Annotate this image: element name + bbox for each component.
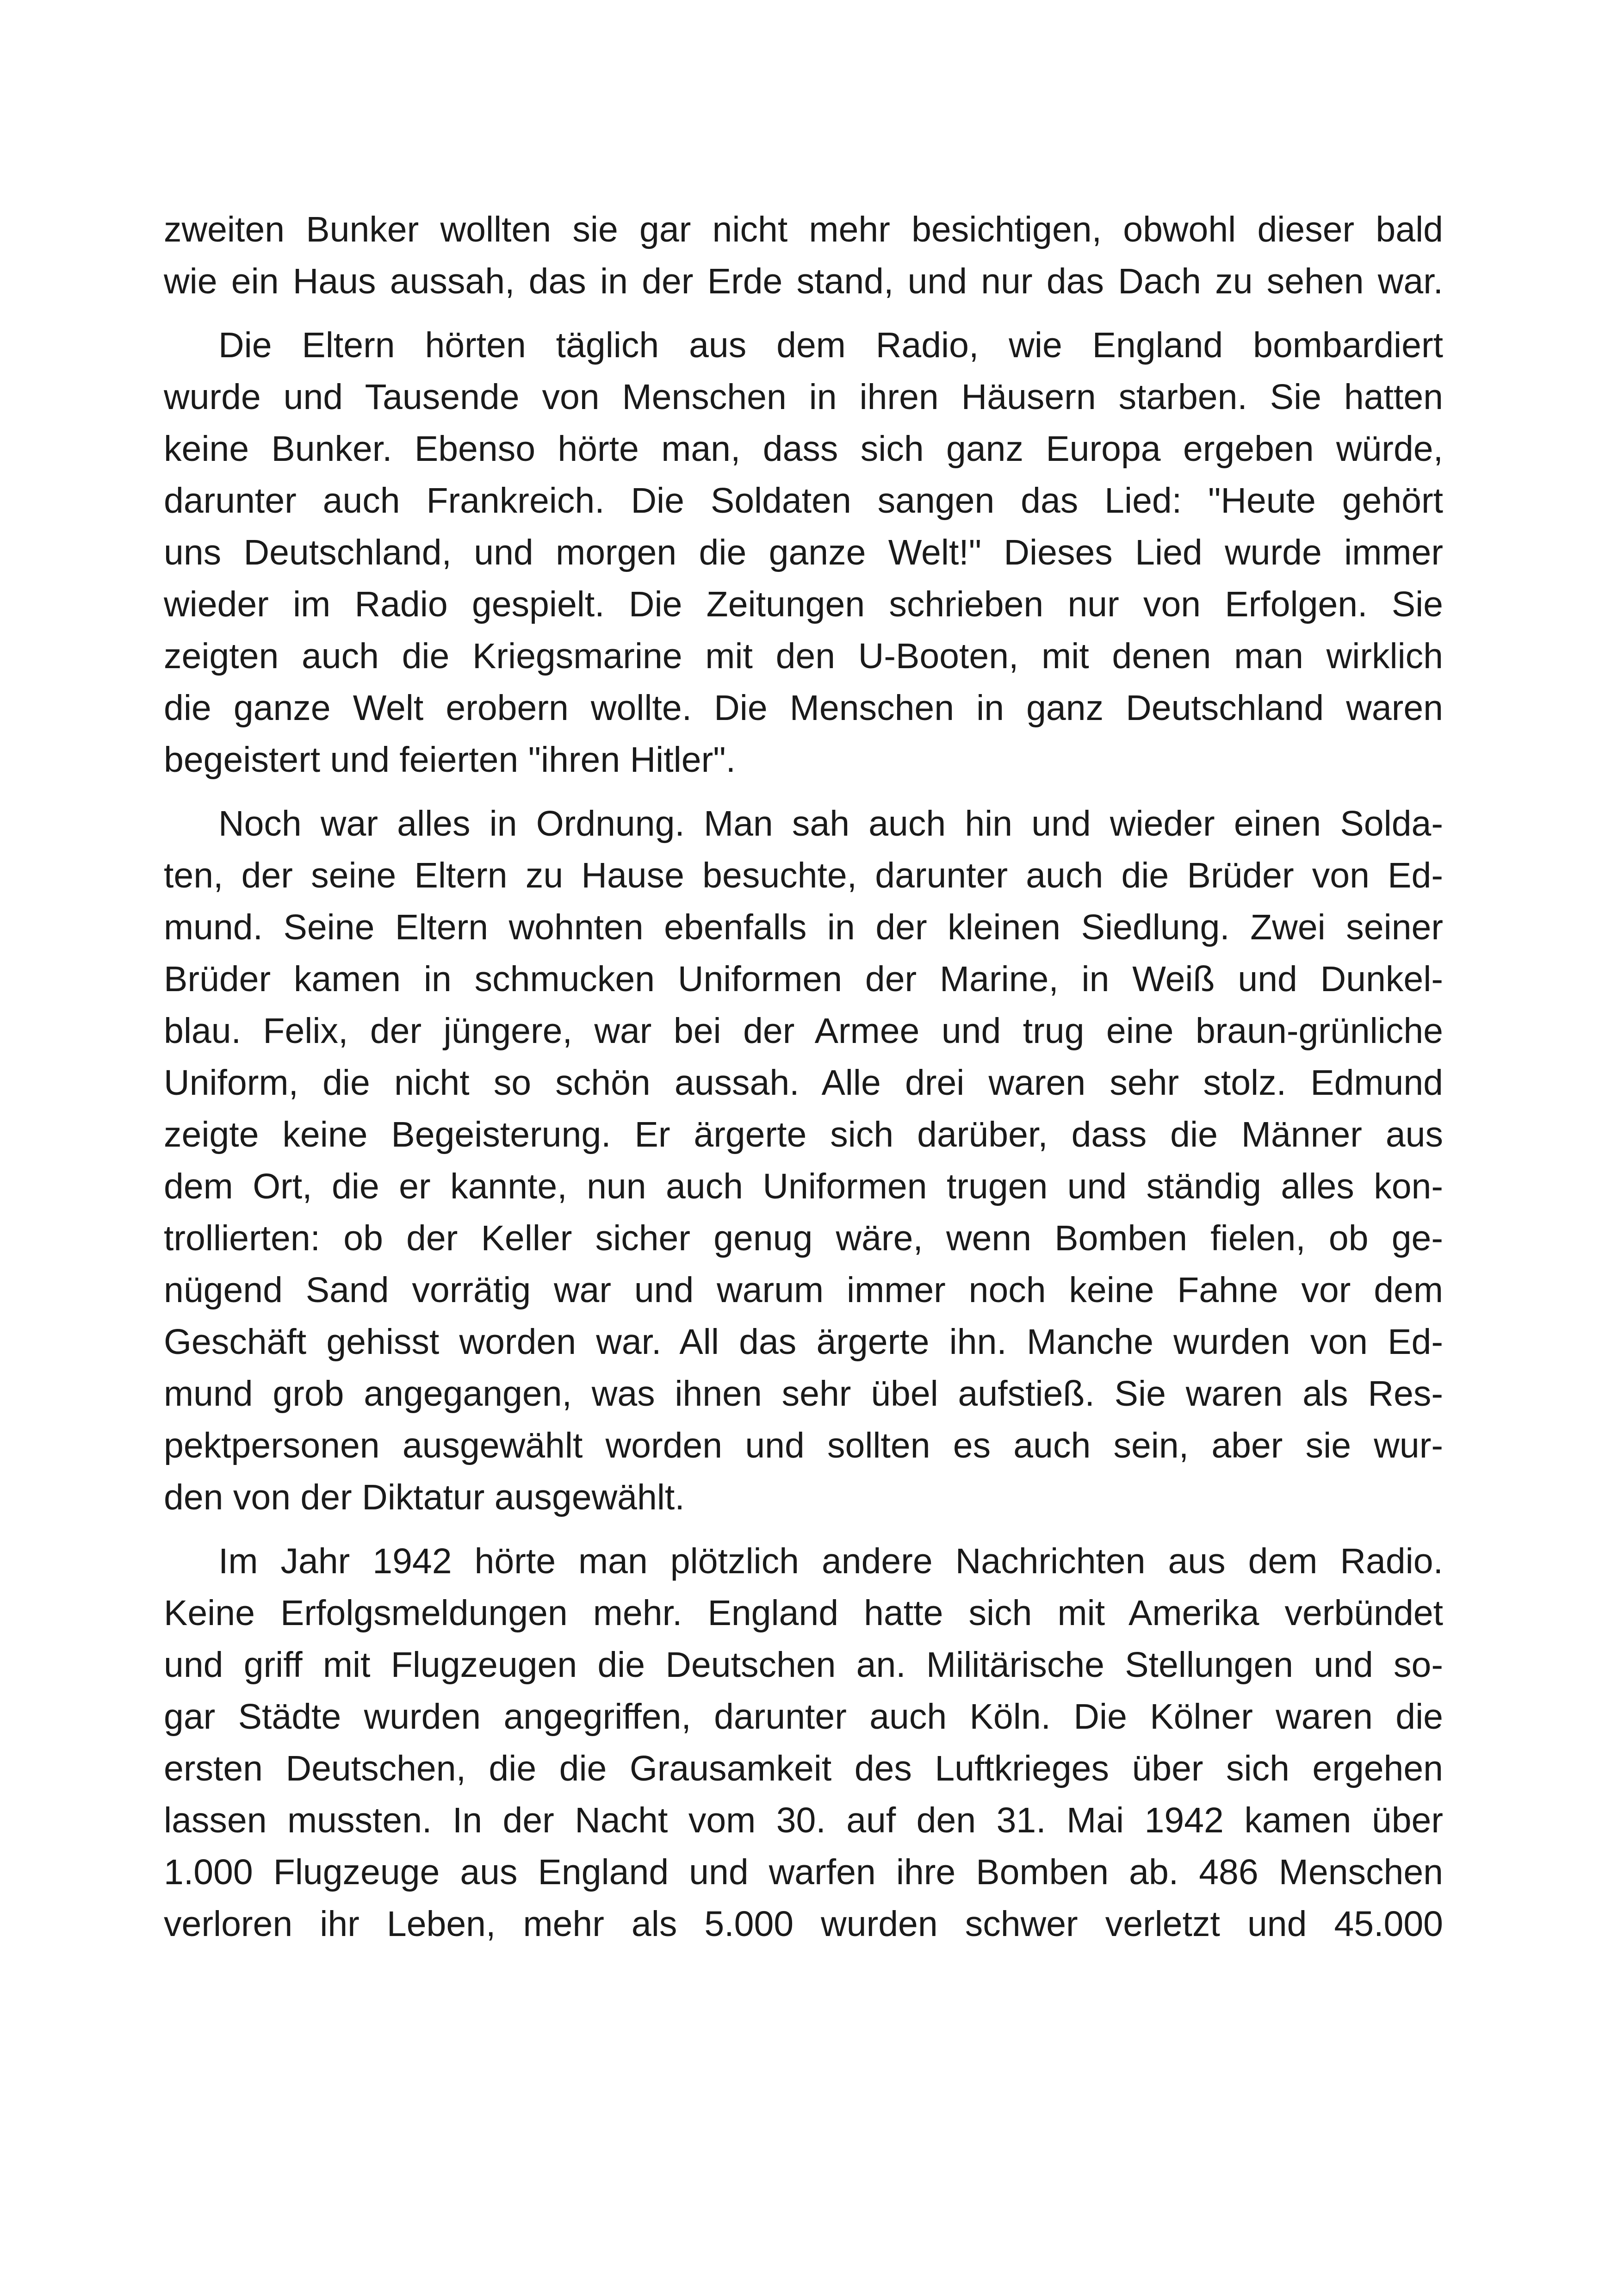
text-line: zeigte keine Begeisterung. Er ärgerte sich darüber, dass die Männer aus [164, 1115, 1443, 1154]
text-line: lassen mussten. In der Nacht vom 30. auf den 31. Mai 1942 kamen über [164, 1800, 1443, 1840]
paragraph-1 [164, 204, 1443, 307]
text-line: nügend Sand vorrätig war und warum immer noch keine Fahne vor dem [164, 1270, 1443, 1310]
text-line: ersten Deutschen, die die Grausamkeit des Luftkrieges über sich ergehen [164, 1749, 1443, 1788]
text-line: wurde und Tausende von Menschen in ihren Häusern starben. Sie hatten [164, 377, 1443, 417]
paragraph-4 [164, 1535, 1443, 1950]
text-line: begeistert und feierten "ihren Hitler". [164, 740, 736, 780]
paragraph-2 [164, 319, 1443, 786]
text-line: dem Ort, die er kannte, nun auch Uniformen trugen und ständig alles kon- [164, 1167, 1443, 1206]
text-line: trollierten: ob der Keller sicher genug wäre, wenn Bomben fielen, ob ge- [164, 1218, 1443, 1258]
text-line: Die Eltern hörten täglich aus dem Radio, wie England bombardiert [218, 325, 1443, 365]
text-line: mund grob angegangen, was ihnen sehr übel aufstieß. Sie waren als Res- [164, 1374, 1443, 1414]
text-line: und griff mit Flugzeugen die Deutschen an. Militärische Stellungen und so- [164, 1645, 1443, 1685]
text-line: Brüder kamen in schmucken Uniformen der Marine, in Weiß und Dunkel- [164, 959, 1443, 999]
text-line: gar Städte wurden angegriffen, darunter auch Köln. Die Kölner waren die [164, 1697, 1443, 1737]
text-line: die ganze Welt erobern wollte. Die Menschen in ganz Deutschland waren [164, 688, 1443, 728]
text-line: Keine Erfolgsmeldungen mehr. England hatte sich mit Amerika verbündet [164, 1593, 1443, 1633]
text-line: zweiten Bunker wollten sie gar nicht mehr besichtigen, obwohl dieser bald [164, 210, 1443, 249]
text-line: 1.000 Flugzeuge aus England und warfen ihre Bomben ab. 486 Menschen [164, 1852, 1443, 1892]
text-line: mund. Seine Eltern wohnten ebenfalls in der kleinen Siedlung. Zwei seiner [164, 907, 1443, 947]
text-line: Im Jahr 1942 hörte man plötzlich andere Nachrichten aus dem Radio. [218, 1541, 1443, 1581]
paragraph-3 [164, 798, 1443, 1523]
text-line: Geschäft gehisst worden war. All das ärgerte ihn. Manche wurden von Ed- [164, 1322, 1443, 1362]
text-line: keine Bunker. Ebenso hörte man, dass sich ganz Europa ergeben würde, [164, 429, 1443, 469]
text-line: ten, der seine Eltern zu Hause besuchte, darunter auch die Brüder von Ed- [164, 856, 1443, 895]
text-line: den von der Diktatur ausgewählt. [164, 1477, 685, 1517]
text-line: zeigten auch die Kriegsmarine mit den U-Booten, mit denen man wirklich [164, 636, 1443, 676]
text-line: darunter auch Frankreich. Die Soldaten sangen das Lied: "Heute gehört [164, 481, 1443, 521]
text-line: verloren ihr Leben, mehr als 5.000 wurden schwer verletzt und 45.000 [164, 1904, 1443, 1944]
text-line: wie ein Haus aussah, das in der Erde stand, und nur das Dach zu sehen war. [164, 261, 1443, 301]
text-line: wieder im Radio gespielt. Die Zeitungen schrieben nur von Erfolgen. Sie [164, 584, 1443, 624]
text-line: pektpersonen ausgewählt worden und sollten es auch sein, aber sie wur- [164, 1426, 1443, 1465]
body-text [164, 204, 1443, 1962]
text-line: uns Deutschland, und morgen die ganze Welt!" Dieses Lied wurde immer [164, 533, 1443, 572]
text-line: Noch war alles in Ordnung. Man sah auch hin und wieder einen Solda- [218, 804, 1443, 844]
text-line: Uniform, die nicht so schön aussah. Alle drei waren sehr stolz. Edmund [164, 1063, 1443, 1103]
text-line: blau. Felix, der jüngere, war bei der Armee und trug eine braun-grünliche [164, 1011, 1443, 1051]
